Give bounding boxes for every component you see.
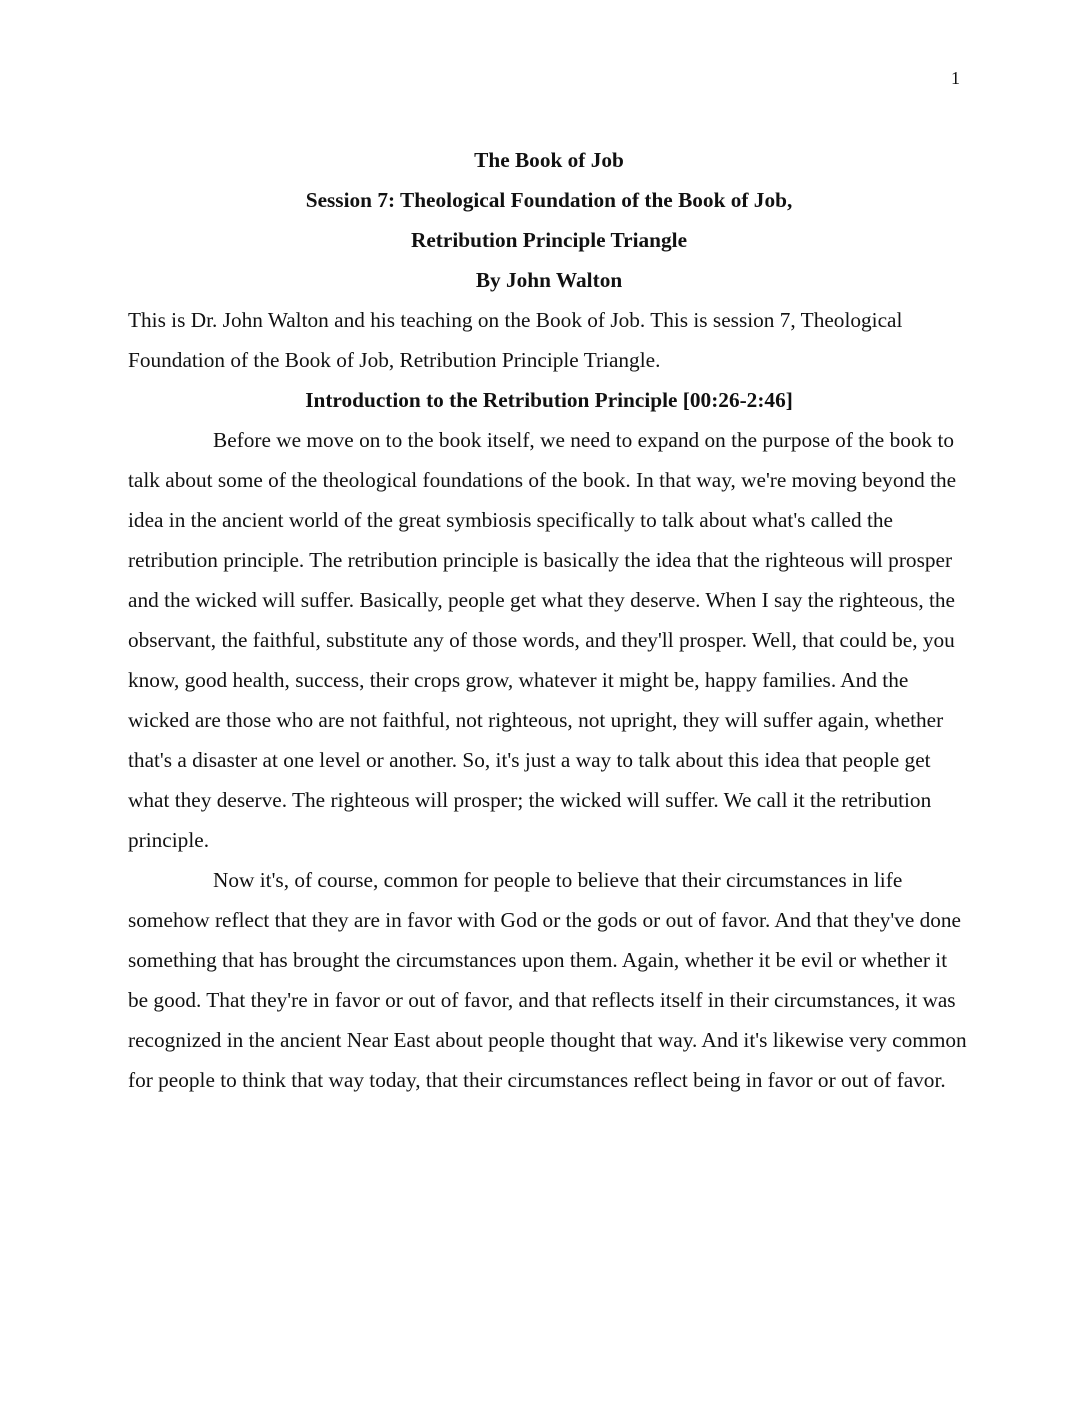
page-number: 1: [951, 68, 960, 88]
document-title: The Book of Job: [474, 148, 624, 172]
section-heading: Introduction to the Retribution Principle [00:26-2:46]: [305, 388, 793, 412]
intro-paragraph: This is Dr. John Walton and his teaching on the Book of Job. This is session 7, Theological Foundation of the Book of Job, Retribution Principle Triangle.: [128, 308, 903, 372]
body-paragraph-2: Now it's, of course, common for people to believe that their circumstances in life somehow reflect that they are in favor with God or the gods or out of favor. And that they've done something that has brought the circumstances upon them. Again, whether it be evil or whether it be good. That they're in favor or out of favor, and that reflects itself in their circumstances, it was recognized in the ancient Near East about people thought that way. And it's likewise very common for people to think that way today, that their circumstances reflect being in favor or out of favor.: [128, 868, 967, 1092]
document-subtitle-line-1: Session 7: Theological Foundation of the Book of Job,: [305, 188, 793, 212]
body-paragraph-1: Before we move on to the book itself, we need to expand on the purpose of the book to talk about some of the theological foundations of the book. In that way, we're moving beyond the idea in the ancient world of the great symbiosis specifically to talk about what's called the retribution principle. The retribution principle is basically the idea that the righteous will prosper and the wicked will suffer. Basically, people get what they deserve. When I say the righteous, the observant, the faithful, substitute any of those words, and they'll prosper. Well, that could be, you know, good health, success, their crops grow, whatever it might be, happy families. And the wicked are those who are not faithful, not righteous, not upright, they will suffer again, whether that's a disaster at one level or another. So, it's just a way to talk about this idea that people get what they deserve. The righteous will prosper; the wicked will suffer. We call it the retribution principle.: [128, 428, 957, 852]
document-body: [128, 140, 970, 1100]
document-subtitle-line-2: Retribution Principle Triangle: [410, 228, 688, 252]
document-author: By John Walton: [475, 268, 623, 292]
